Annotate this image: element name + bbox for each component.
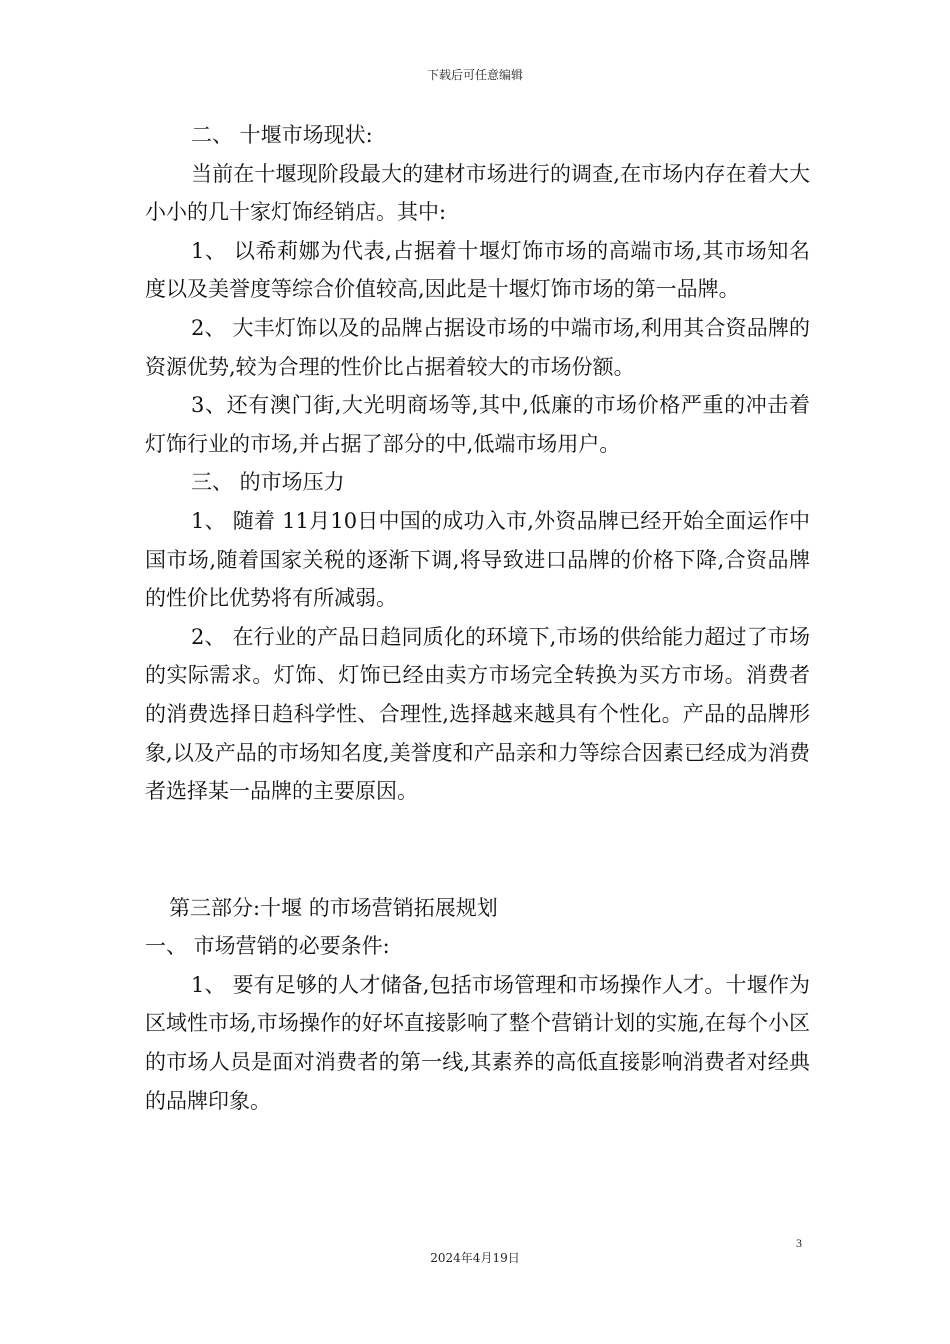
section-heading-market-pressure: 三、 的市场压力 (191, 470, 345, 495)
section-heading-market-status: 二、 十堰市场现状: (191, 123, 373, 147)
paragraph-item-1: 1、 以希莉娜为代表,占据着十堰灯饰市场的高端市场,其市场知名度以及美誉度等综合价值较高,因此是十堰灯饰市场的第一品牌。 (145, 238, 810, 302)
page-number: 3 (796, 1236, 802, 1250)
paragraph-item-2: 2、 大丰灯饰以及的品牌占据设市场的中端市场,利用其合资品牌的资源优势,较为合理的性价比占据着较大的市场份额。 (145, 315, 810, 379)
paragraph-pressure-1: 1、 随着 11月10日中国的成功入市,外资品牌已经开始全面运作中国市场,随着国家关税的逐渐下调,将导致进口品牌的价格下降,合资品牌的性价比优势将有所减弱。 (145, 508, 810, 611)
paragraph-intro: 当前在十堰现阶段最大的建材市场进行的调查,在市场内存在着大大小小的几十家灯饰经销店。其中: (145, 161, 810, 225)
paragraph-conditions-1: 1、 要有足够的人才储备,包括市场管理和市场操作人才。十堰作为区域性市场,市场操作的好坏直接影响了整个营销计划的实施,在每个小区的市场人员是面对消费者的第一线,其素养的高低直接影响消费者对经典的品牌印象。 (145, 972, 810, 1113)
page-footer-date: 2024年4月19日 (430, 1251, 520, 1265)
page-header: 下载后可任意编辑 (426, 68, 523, 82)
paragraph-item-3: 3、还有澳门街,大光明商场等,其中,低廉的市场价格严重的冲击着灯饰行业的市场,并占据了部分的中,低端市场用户。 (145, 393, 810, 456)
paragraph-pressure-2: 2、 在行业的产品日趋同质化的环境下,市场的供给能力超过了市场的实际需求。灯饰、灯饰已经由卖方市场完全转换为买方市场。消费者的消费选择日趋科学性、合理性,选择越来越具有个性化。产品的品牌形象,以及产品的市场知名度,美誉度和产品亲和力等综合因素已经成为消费者选择某一品牌的主要原因。 (145, 624, 810, 804)
part-three-heading: 第三部分:十堰 的市场营销拓展规划 (169, 895, 498, 920)
section-heading-conditions: 一、 市场营销的必要条件: (145, 934, 390, 959)
spacer (145, 811, 810, 889)
document-body (145, 116, 810, 1120)
